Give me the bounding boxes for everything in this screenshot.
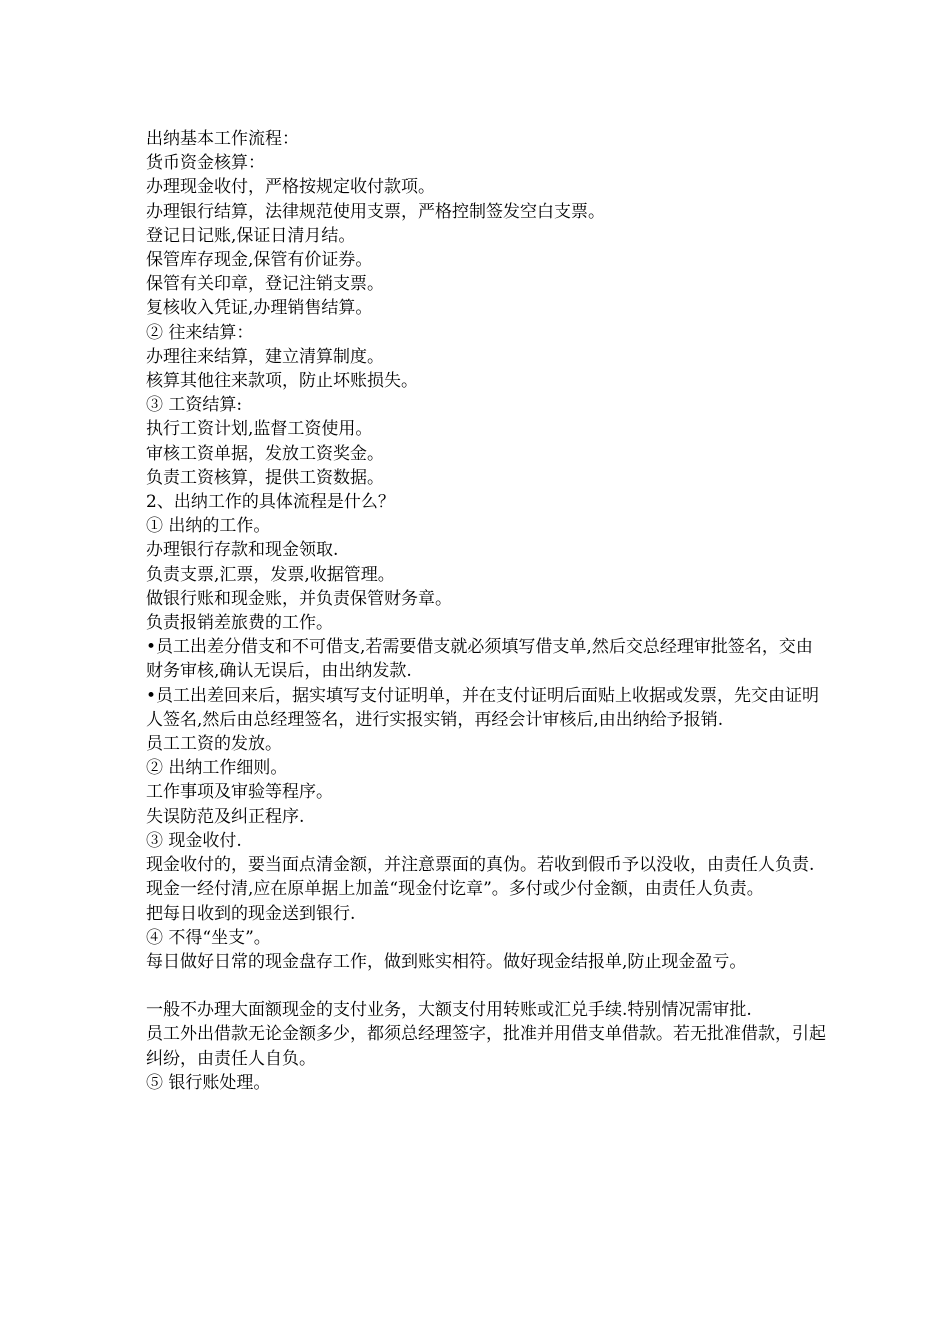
text-line: 办理银行结算，法律规范使用支票，严格控制签发空白支票。: [146, 201, 605, 222]
question-heading: 2、出纳工作的具体流程是什么？: [146, 492, 395, 513]
text-line: 负责支票,汇票，发票,收据管理。: [146, 564, 395, 585]
bullet-paragraph: •员工出差回来后，据实填写支付证明单，并在支付证明后面贴上收据或发票，先交由证明人签名,然后由总经理签名，进行实报实销，再经会计审核后,由出纳给予报销.: [146, 685, 820, 730]
text-line: 负责工资核算，提供工资数据。: [146, 467, 384, 488]
text-paragraph: 现金一经付清,应在原单据上加盖“现金付讫章”。多付或少付金额，由责任人负责。: [146, 879, 764, 900]
bullet-paragraph: •员工出差分借支和不可借支,若需要借支就必须填写借支单,然后交总经理审批签名，交由财务审核,确认无误后，由出纳发款.: [146, 637, 813, 682]
text-line: 复核收入凭证,办理销售结算。: [146, 298, 373, 319]
text-paragraph: 一般不办理大面额现金的支付业务，大额支付用转账或汇兑手续.特别情况需审批.: [146, 1000, 752, 1021]
text-line: 保管库存现金,保管有价证券。: [146, 250, 373, 271]
text-line: 员工工资的发放。: [146, 734, 282, 755]
heading-basic-workflow: 出纳基本工作流程：: [146, 129, 299, 149]
text-line: 负责报销差旅费的工作。: [146, 613, 333, 634]
section-monetary-funds: 货币资金核算：: [146, 153, 265, 174]
text-line: 工作事项及审验等程序。: [146, 782, 333, 803]
section-bank-accounts: ⑤ 银行账处理。: [146, 1072, 271, 1093]
text-paragraph: 员工外出借款无论金额多少，都须总经理签字，批准并用借支单借款。若无批准借款，引起纠纷，由责任人自负。: [146, 1024, 826, 1069]
section-cashier-work: ① 出纳的工作。: [146, 516, 271, 537]
text-line: 执行工资计划,监督工资使用。: [146, 419, 373, 440]
text-line: 办理现金收付，严格按规定收付款项。: [146, 177, 435, 198]
text-line: 失误防范及纠正程序.: [146, 806, 305, 827]
section-cash-receipts: ③ 现金收付.: [146, 830, 242, 851]
section-work-rules: ② 出纳工作细则。: [146, 758, 288, 779]
text-line: 核算其他往来款项，防止坏账损失。: [146, 371, 418, 392]
text-line: 做银行账和现金账，并负责保管财务章。: [146, 588, 452, 609]
section-payroll: ③ 工资结算:: [146, 395, 243, 416]
text-paragraph: 现金收付的，要当面点清金额，并注意票面的真伪。若收到假币予以没收，由责任人负责.: [146, 855, 815, 876]
text-line: 办理银行存款和现金领取.: [146, 540, 339, 561]
document-body: [146, 127, 826, 1095]
section-no-sitting-payment: ④ 不得“坐支”。: [146, 927, 271, 948]
section-current-accounts: ② 往来结算：: [146, 322, 254, 343]
text-line: 审核工资单据，发放工资奖金。: [146, 443, 384, 464]
text-line: 登记日记账,保证日清月结。: [146, 225, 356, 246]
text-line: 保管有关印章，登记注销支票。: [146, 274, 384, 295]
text-line: 把每日收到的现金送到银行.: [146, 903, 356, 924]
text-line: 办理往来结算，建立清算制度。: [146, 346, 384, 367]
text-line: 每日做好日常的现金盘存工作，做到账实相符。做好现金结报单,防止现金盈亏。: [146, 951, 747, 972]
